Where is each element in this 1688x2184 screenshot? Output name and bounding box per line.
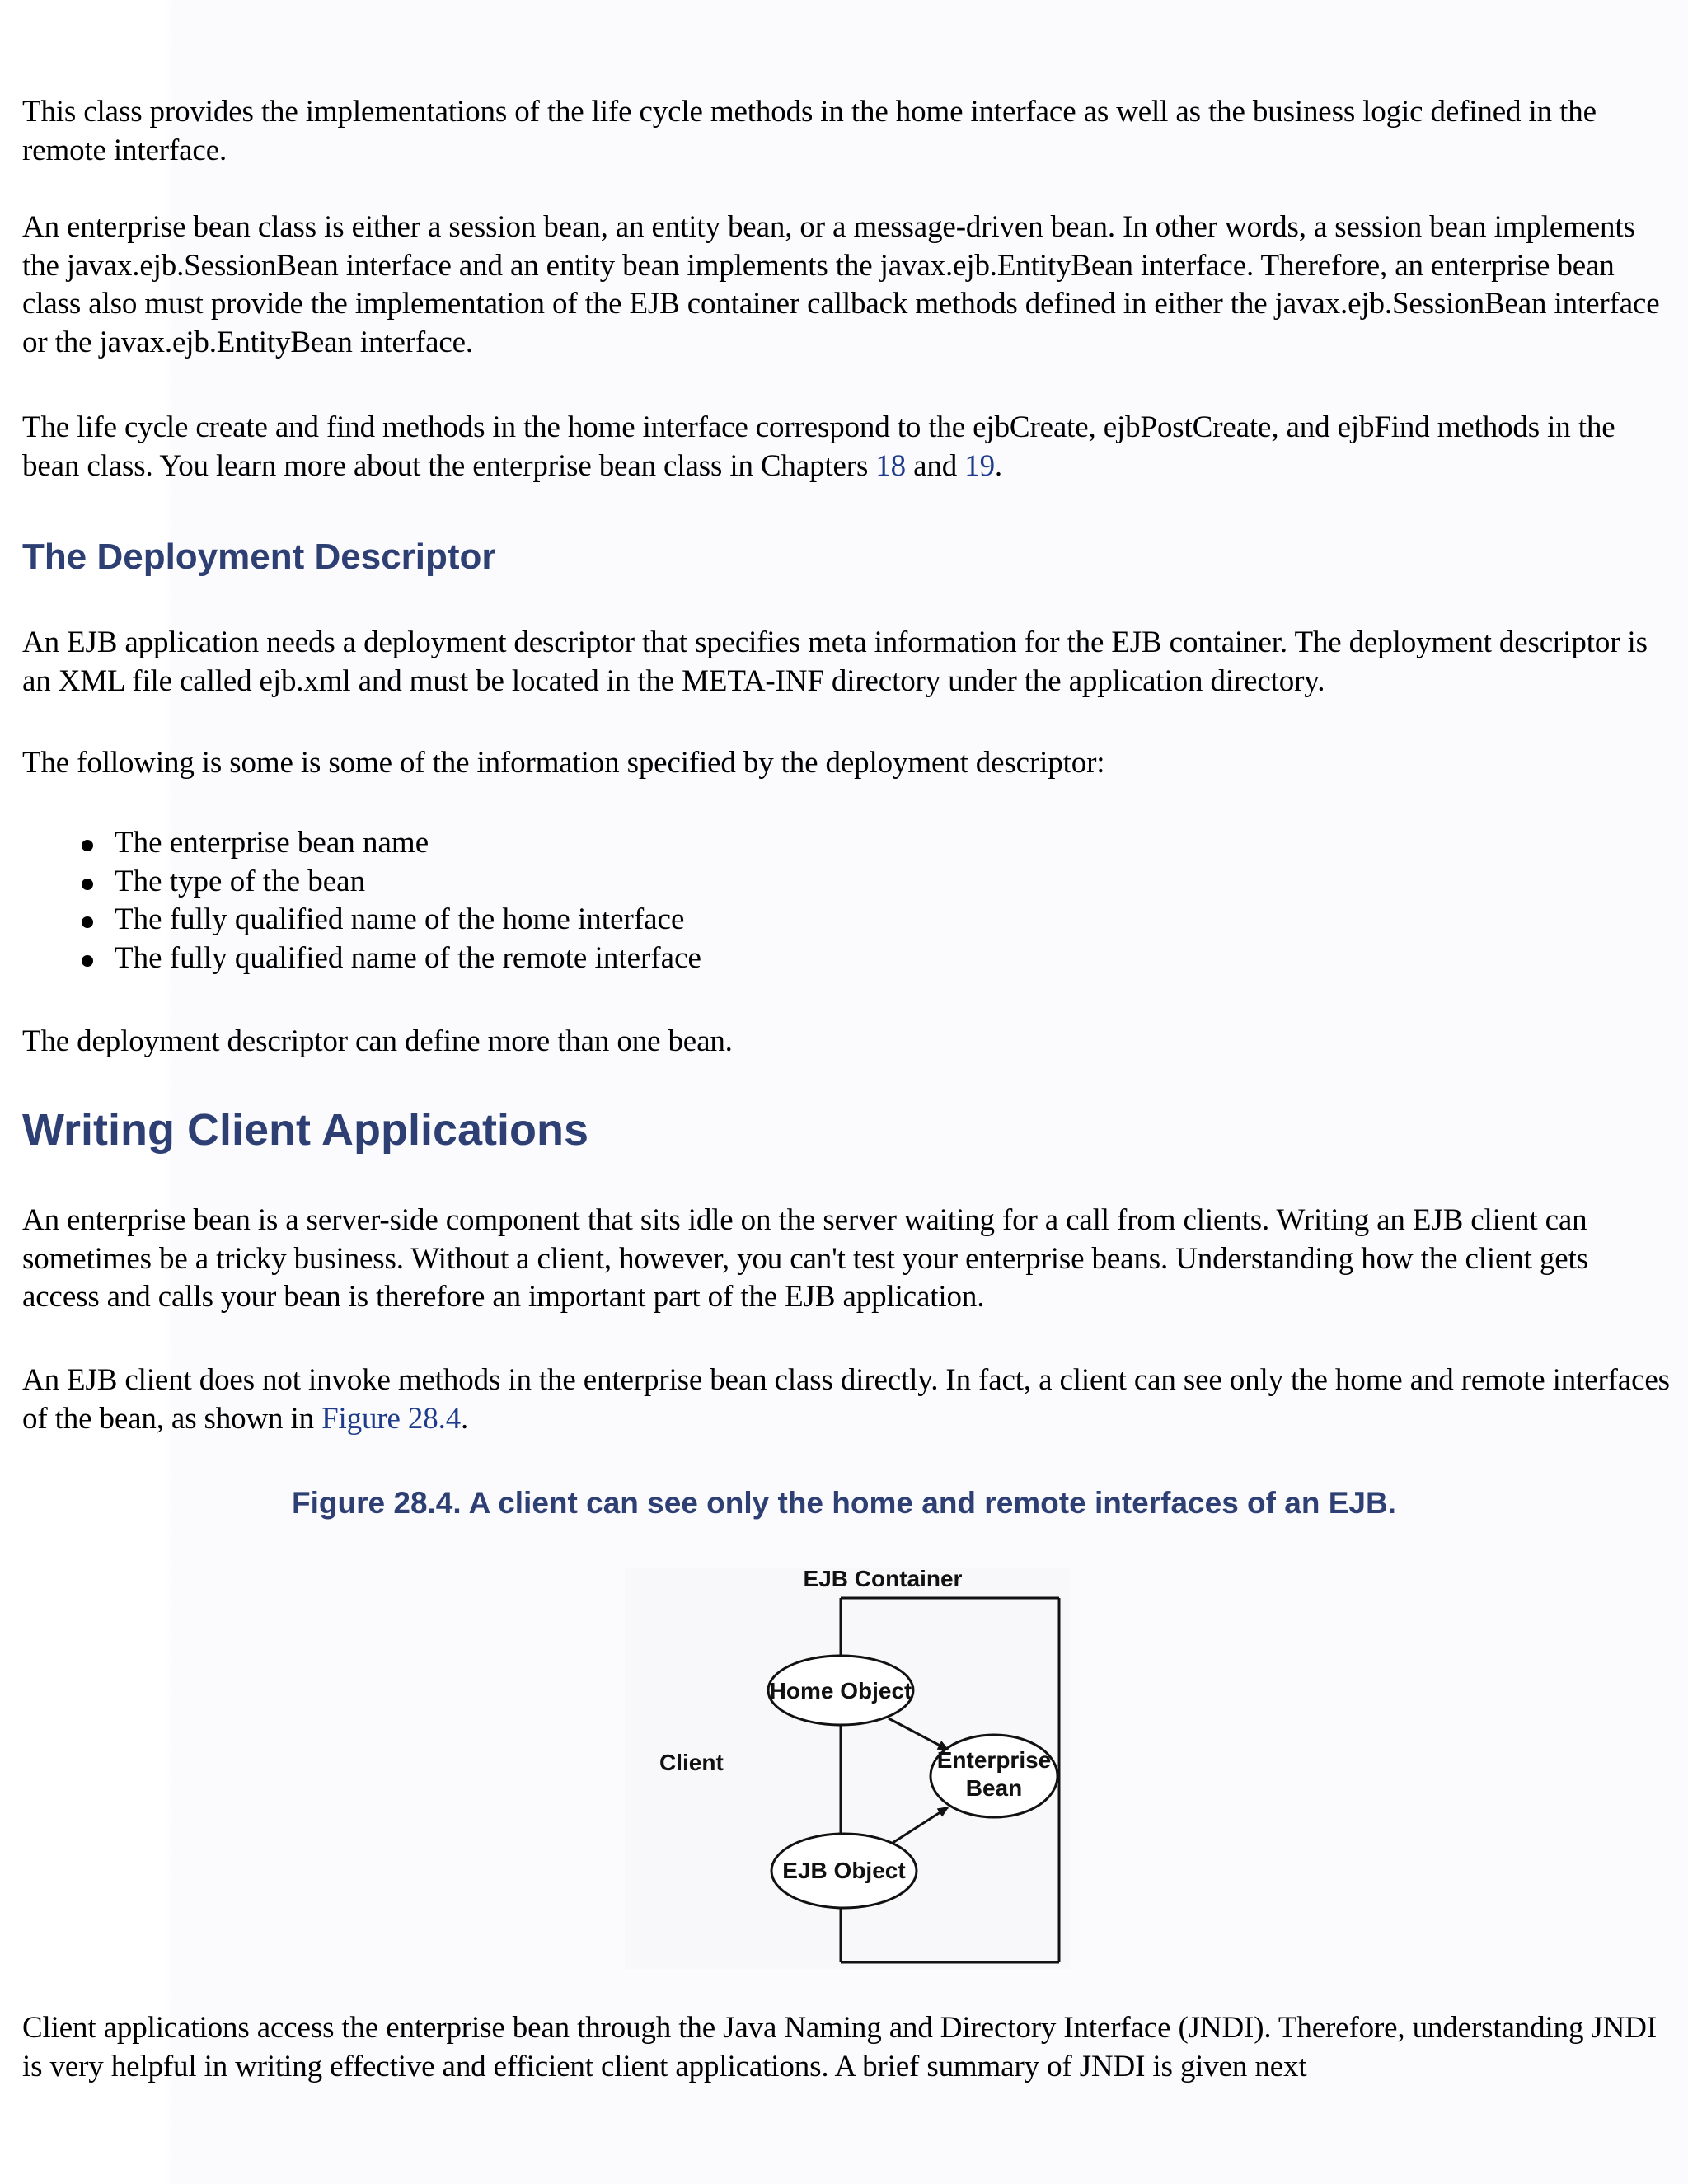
paragraph-text: . (994, 448, 1003, 483)
paragraph-deployment-descriptor: An EJB application needs a deployment descriptor that specifies meta information for the EJB container. The deployment descriptor is an XML file called ejb.xml and must be located in the META-INF directory under the application directory. (22, 626, 1648, 698)
client-label: Client (659, 1750, 724, 1775)
list-item-text: The fully qualified name of the home interface (115, 902, 685, 936)
bullet-icon (82, 879, 93, 890)
ejb-object-label: EJB Object (782, 1858, 906, 1883)
list-item-text: The enterprise bean name (115, 826, 429, 860)
list-item (22, 824, 701, 863)
list-item (22, 863, 701, 902)
ejb-container-diagram (625, 1568, 1070, 1969)
paragraph-client-interfaces (22, 1361, 1671, 1438)
chapter-18-link[interactable]: 18 (875, 448, 907, 483)
home-to-bean-arrow (889, 1718, 948, 1750)
paragraph-text: and (906, 448, 965, 483)
paragraph-bean-class-intro: This class provides the implementations of the life cycle methods in the home interface as well as the business logic defined in the remote interface. (22, 95, 1597, 167)
bullet-icon (82, 840, 93, 851)
bullet-icon (82, 916, 93, 928)
enterprise-bean-label: Bean (965, 1775, 1023, 1801)
diagram-svg (625, 1568, 1070, 1969)
home-object-label: Home Object (769, 1678, 912, 1704)
paragraph-text: . (461, 1401, 469, 1436)
ejbobject-to-bean-arrow (893, 1807, 948, 1843)
paragraph-descriptor-info: The following is some is some of the information specified by the deployment descriptor: (22, 746, 1105, 780)
heading-deployment-descriptor: The Deployment Descriptor (22, 537, 496, 577)
chapter-19-link[interactable]: 19 (964, 448, 995, 483)
heading-writing-client-applications: Writing Client Applications (22, 1105, 588, 1155)
list-item (22, 901, 701, 940)
container-label: EJB Container (803, 1568, 963, 1591)
paragraph-bean-class-types: An enterprise bean class is either a session bean, an entity bean, or a message-driven bean. In other words, a session bean implements the javax.ejb.SessionBean interface and an entity bean implements the javax.ejb.EntityBean interface. Therefore, an enterprise bean class also must provide the implementation of the EJB container callback methods defined in either the javax.ejb.SessionBean interface or the javax.ejb.EntityBean interface. (22, 210, 1660, 359)
descriptor-info-list (22, 824, 701, 977)
list-item-text: The fully qualified name of the remote interface (115, 940, 701, 975)
paragraph-text: The life cycle create and find methods in the home interface correspond to the ejbCreate, ejbPostCreate, and ejbFind methods in the bean class. You learn more about the enterprise bean class in Chapters (22, 410, 1615, 483)
list-item (22, 940, 701, 978)
bullet-icon (82, 955, 93, 967)
paragraph-client-intro: An enterprise bean is a server-side component that sits idle on the server waiting for a call from clients. Writing an EJB client can sometimes be a tricky business. Without a client, however, you can't test your enterprise beans. Understanding how the client gets access and calls your bean is therefore an important part of the EJB application. (22, 1203, 1588, 1314)
enterprise-bean-label: Enterprise (936, 1747, 1052, 1773)
paragraph-life-cycle-methods (22, 409, 1671, 485)
figure-caption: Figure 28.4. A client can see only the home and remote interfaces of an EJB. (292, 1486, 1396, 1520)
paragraph-text: An EJB client does not invoke methods in the enterprise bean class directly. In fact, a client can see only the home and remote interfaces of the bean, as shown in (22, 1363, 1670, 1436)
paragraph-multiple-beans: The deployment descriptor can define more than one bean. (22, 1024, 733, 1058)
paragraph-jndi: Client applications access the enterprise bean through the Java Naming and Directory Interface (JNDI). Therefore, understanding JNDI is very helpful in writing effective and efficient client applications. A brief summary of JNDI is given next (22, 2011, 1657, 2083)
list-item-text: The type of the bean (115, 864, 366, 898)
figure-28-4-link[interactable]: Figure 28.4 (321, 1401, 462, 1436)
